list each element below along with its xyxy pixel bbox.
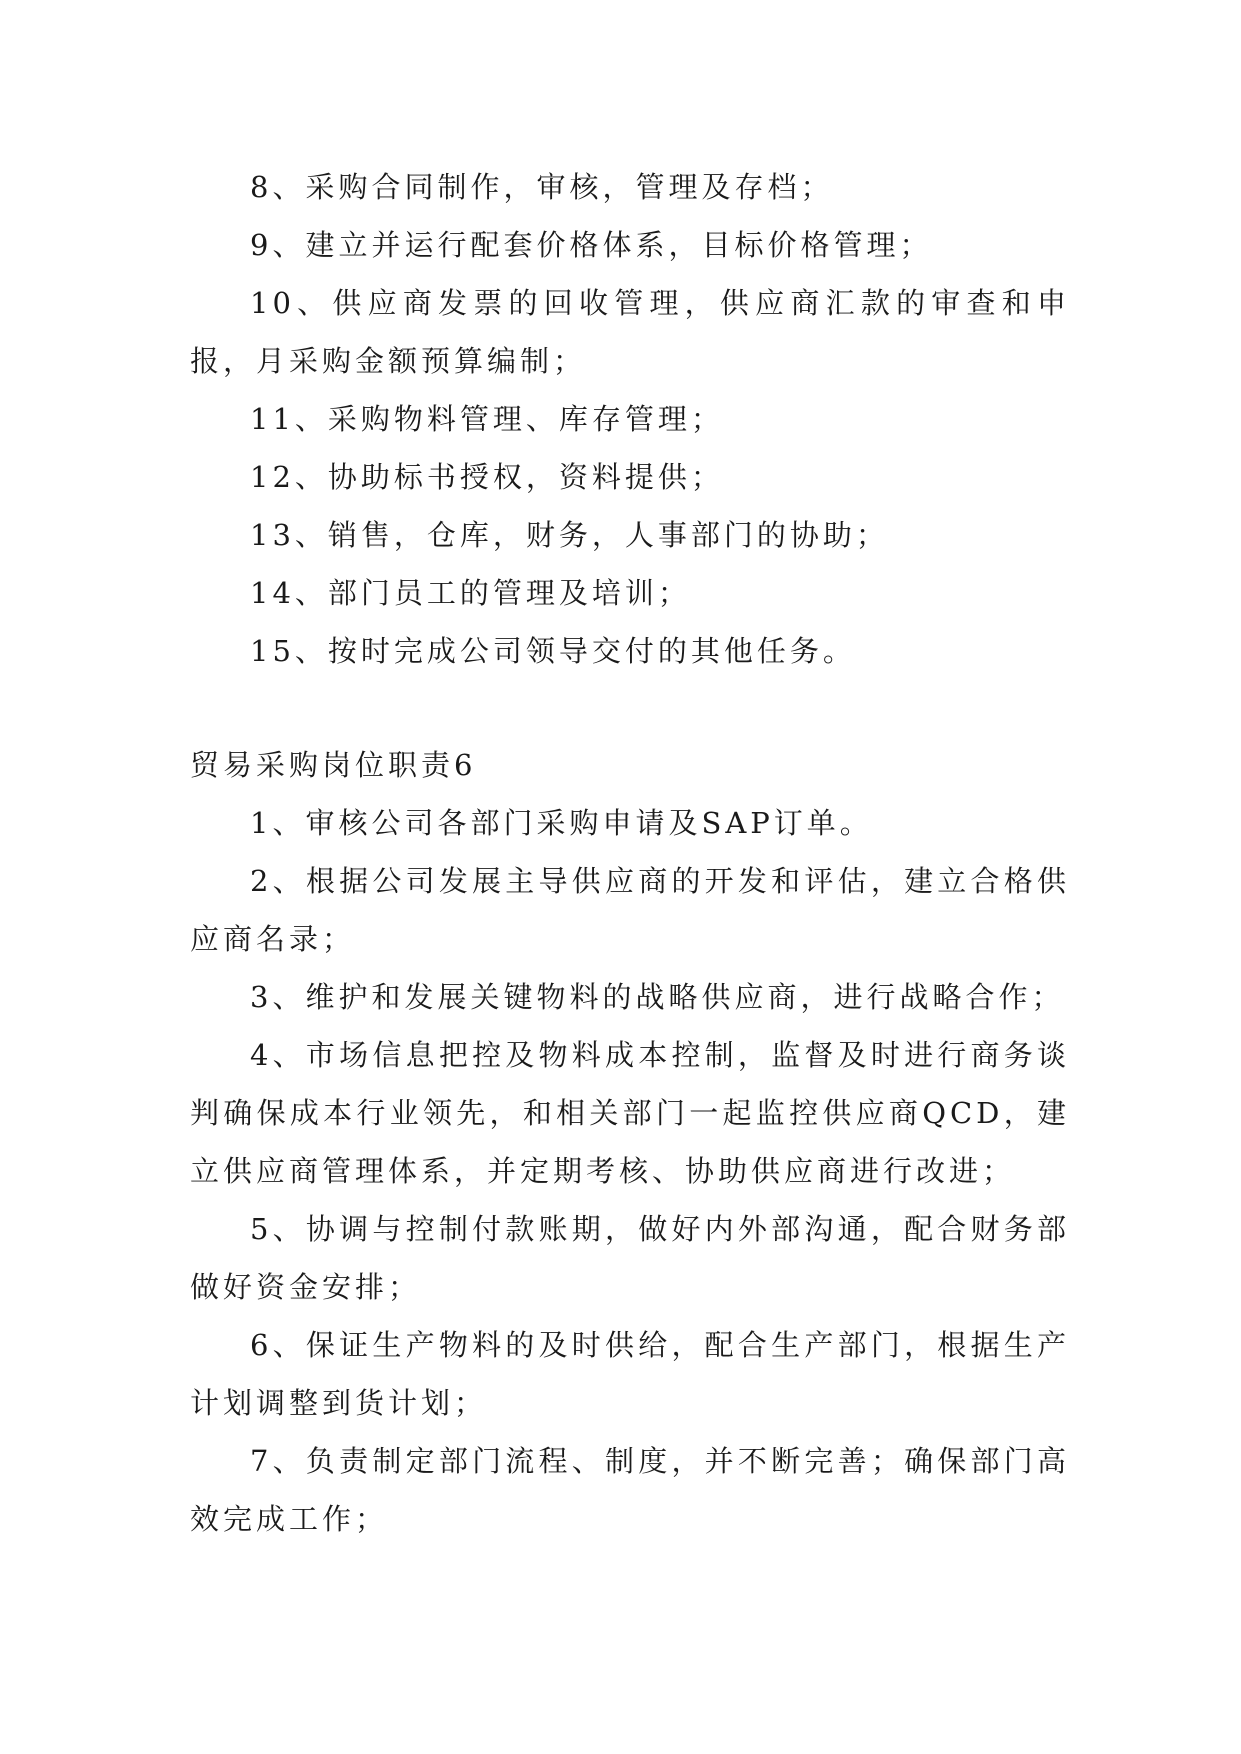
list-item: 6、保证生产物料的及时供给，配合生产部门，根据生产计划调整到货计划； [190, 1328, 1070, 1420]
list-item: 4、市场信息把控及物料成本控制，监督及时进行商务谈判确保成本行业领先，和相关部门一起监控供应商QCD，建立供应商管理体系，并定期考核、协助供应商进行改进； [190, 1038, 1070, 1188]
list-item: 11、采购物料管理、库存管理； [250, 402, 724, 436]
list-item: 2、根据公司发展主导供应商的开发和评估，建立合格供应商名录； [190, 864, 1070, 956]
list-item: 12、协助标书授权，资料提供； [250, 460, 724, 494]
list-item: 9、建立并运行配套价格体系，目标价格管理； [250, 228, 933, 262]
list-item: 7、负责制定部门流程、制度，并不断完善；确保部门高效完成工作； [190, 1444, 1070, 1536]
list-item: 5、协调与控制付款账期，做好内外部沟通，配合财务部做好资金安排； [190, 1212, 1070, 1304]
list-item: 1、审核公司各部门采购申请及SAP订单。 [250, 806, 873, 840]
list-item: 3、维护和发展关键物料的战略供应商，进行战略合作； [250, 980, 1065, 1014]
list-item: 10、供应商发票的回收管理，供应商汇款的审查和申报，月采购金额预算编制； [190, 286, 1070, 378]
list-item: 15、按时完成公司领导交付的其他任务。 [250, 634, 856, 668]
document-page [190, 158, 1070, 1548]
list-item: 8、采购合同制作，审核，管理及存档； [250, 170, 834, 204]
section-heading: 贸易采购岗位职责6 [190, 748, 477, 782]
list-item: 14、部门员工的管理及培训； [250, 576, 691, 610]
list-item: 13、销售，仓库，财务，人事部门的协助； [250, 518, 889, 552]
